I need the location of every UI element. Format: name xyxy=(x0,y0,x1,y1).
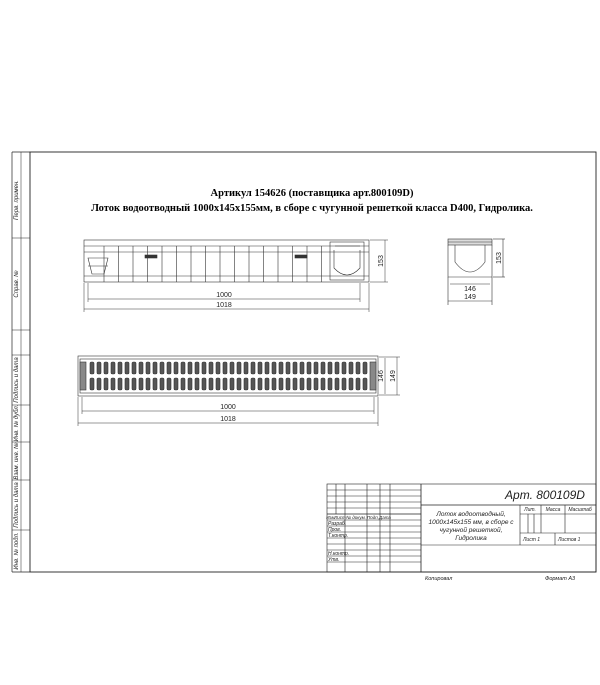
stamp-role-tkontr: Т.контр. xyxy=(328,533,349,539)
grate-slot xyxy=(258,362,262,374)
stamp-header-podp: Подп. xyxy=(367,515,379,520)
grate-slot xyxy=(209,378,213,390)
grate-slot xyxy=(342,362,346,374)
drawing-title-description: Лоток водоотводный 1000х145х155мм, в сборе с чугунной решеткой класса D400, Гидролика. xyxy=(91,203,533,214)
grate-slot xyxy=(230,378,234,390)
grate-slot xyxy=(286,362,290,374)
stamp-sheets: Листов 1 xyxy=(558,537,581,543)
top-dim-width-inner: 146 xyxy=(378,370,385,382)
side-label-inv-podl: Инв. № подл. xyxy=(14,532,20,570)
grate-slot xyxy=(279,378,283,390)
grate-slot xyxy=(293,378,297,390)
grate-slot xyxy=(188,362,192,374)
side-strip-labels xyxy=(13,180,20,570)
grate-slot xyxy=(160,362,164,374)
grate-slot xyxy=(132,362,136,374)
grate-slot xyxy=(195,378,199,390)
grate-slot xyxy=(363,362,367,374)
grate-slot xyxy=(174,362,178,374)
grate-slot xyxy=(230,362,234,374)
grate-slot xyxy=(202,378,206,390)
side-label-perv: Перв. примен. xyxy=(14,180,20,220)
grate-slot xyxy=(265,378,269,390)
grate-slot xyxy=(160,378,164,390)
grate-slot xyxy=(314,378,318,390)
stamp-header-list: Лист xyxy=(334,515,346,520)
side-label-sign2: Подпись и дата xyxy=(14,482,20,528)
grate-slot xyxy=(153,362,157,374)
stamp-scale: Масштаб xyxy=(568,507,592,513)
grate-slot xyxy=(286,378,290,390)
grate-slot xyxy=(328,362,332,374)
grate-slot xyxy=(300,378,304,390)
grate-slot xyxy=(328,378,332,390)
grate-slot xyxy=(174,378,178,390)
grate-slot xyxy=(181,378,185,390)
side-dim-height: 153 xyxy=(378,255,385,267)
stamp-name-line-1: Лоток водоотводный, xyxy=(436,511,506,518)
grate-slot xyxy=(202,362,206,374)
side-dim-length-inner: 1000 xyxy=(216,292,232,299)
grate-slot xyxy=(111,362,115,374)
grate-slot xyxy=(97,378,101,390)
stamp-name-line-2: 1000х145х155 мм, в сборе с xyxy=(428,519,514,526)
section-dim-width-total: 149 xyxy=(464,294,476,301)
stamp-sheet: Лист 1 xyxy=(523,537,541,543)
grate-slot xyxy=(139,362,143,374)
grate-slot xyxy=(153,378,157,390)
grate-slot xyxy=(167,378,171,390)
stamp-format: Формат А3 xyxy=(545,576,576,582)
stamp-role-prov: Пров. xyxy=(328,527,342,533)
grate-slot xyxy=(146,362,150,374)
grate-slot xyxy=(356,378,360,390)
grate-slot xyxy=(307,378,311,390)
grate-slot xyxy=(237,362,241,374)
grate-slot xyxy=(139,378,143,390)
grate-slot xyxy=(195,362,199,374)
grate-slot xyxy=(111,378,115,390)
grate-slot xyxy=(335,362,339,374)
grate-slot xyxy=(118,378,122,390)
grate-slot xyxy=(251,362,255,374)
grate-slot xyxy=(244,378,248,390)
grate-slot xyxy=(258,378,262,390)
stamp-mass: Масса xyxy=(545,507,561,513)
side-label-sign1: Подпись и дата xyxy=(14,357,20,403)
grate-slot xyxy=(272,378,276,390)
stamp-header-izm: Изм. xyxy=(326,515,336,520)
grate-slot xyxy=(146,378,150,390)
grate-slot xyxy=(216,362,220,374)
grate-slot xyxy=(104,378,108,390)
grate-slot xyxy=(300,362,304,374)
side-label-inv-dubl: Инв. № дубл. xyxy=(14,404,20,442)
grate-slot xyxy=(272,362,276,374)
side-view xyxy=(84,240,369,282)
section-dim-height: 153 xyxy=(496,252,503,264)
grate-slot xyxy=(104,362,108,374)
grate-slot xyxy=(356,362,360,374)
grate-slot xyxy=(118,362,122,374)
stamp-role-utv: Утв. xyxy=(328,557,340,563)
grate-slot xyxy=(251,378,255,390)
stamp-header-data: Дата xyxy=(379,515,391,520)
grate-slot xyxy=(363,378,367,390)
grate-slot xyxy=(125,378,129,390)
grate-slot xyxy=(265,362,269,374)
grate-slot xyxy=(321,378,325,390)
grate-slot xyxy=(314,362,318,374)
grate-slot xyxy=(167,362,171,374)
grate-slot xyxy=(342,378,346,390)
grate-slot xyxy=(209,362,213,374)
grate-slot xyxy=(90,362,94,374)
stamp-role-razrab: Разраб. xyxy=(328,521,347,527)
grate-slot xyxy=(244,362,248,374)
drawing-title-article: Артикул 154626 (поставщика арт.800109D) xyxy=(210,188,414,199)
grate-slot xyxy=(223,362,227,374)
stamp-article: Арт. 800109D xyxy=(505,488,585,502)
section-view xyxy=(448,239,505,305)
top-view xyxy=(78,356,378,396)
side-label-sprav: Справ. № xyxy=(14,270,20,298)
top-dim-width-total: 149 xyxy=(390,370,397,382)
grate-slot xyxy=(307,362,311,374)
grate-slot xyxy=(349,362,353,374)
section-dim-width-inner: 146 xyxy=(464,286,476,293)
stamp-header-docum: № докум. xyxy=(346,515,366,520)
grate-slot xyxy=(90,378,94,390)
grate-slot xyxy=(216,378,220,390)
grate-slot xyxy=(237,378,241,390)
grate-slot xyxy=(188,378,192,390)
grate-slot xyxy=(132,378,136,390)
grate-slot xyxy=(181,362,185,374)
grate-slot xyxy=(97,362,101,374)
side-label-vzam: Взам. инв. № xyxy=(14,442,20,480)
stamp-name-line-3: чугунной решеткой, xyxy=(439,527,503,534)
stamp-copied: Копировал xyxy=(425,576,453,582)
grate-slot xyxy=(223,378,227,390)
grate-slot xyxy=(335,378,339,390)
grate-slot xyxy=(293,362,297,374)
grate-slot xyxy=(279,362,283,374)
grate-slot xyxy=(321,362,325,374)
grate-slot xyxy=(349,378,353,390)
grate-slot xyxy=(125,362,129,374)
stamp-role-nkontr: Н.контр. xyxy=(328,551,350,557)
side-dim-length-total: 1018 xyxy=(216,302,232,309)
stamp-name-line-4: Гидролика xyxy=(455,535,487,542)
stamp-lit: Лит. xyxy=(524,507,536,513)
top-dim-length-total: 1018 xyxy=(220,416,236,423)
top-dim-length-inner: 1000 xyxy=(220,404,236,411)
